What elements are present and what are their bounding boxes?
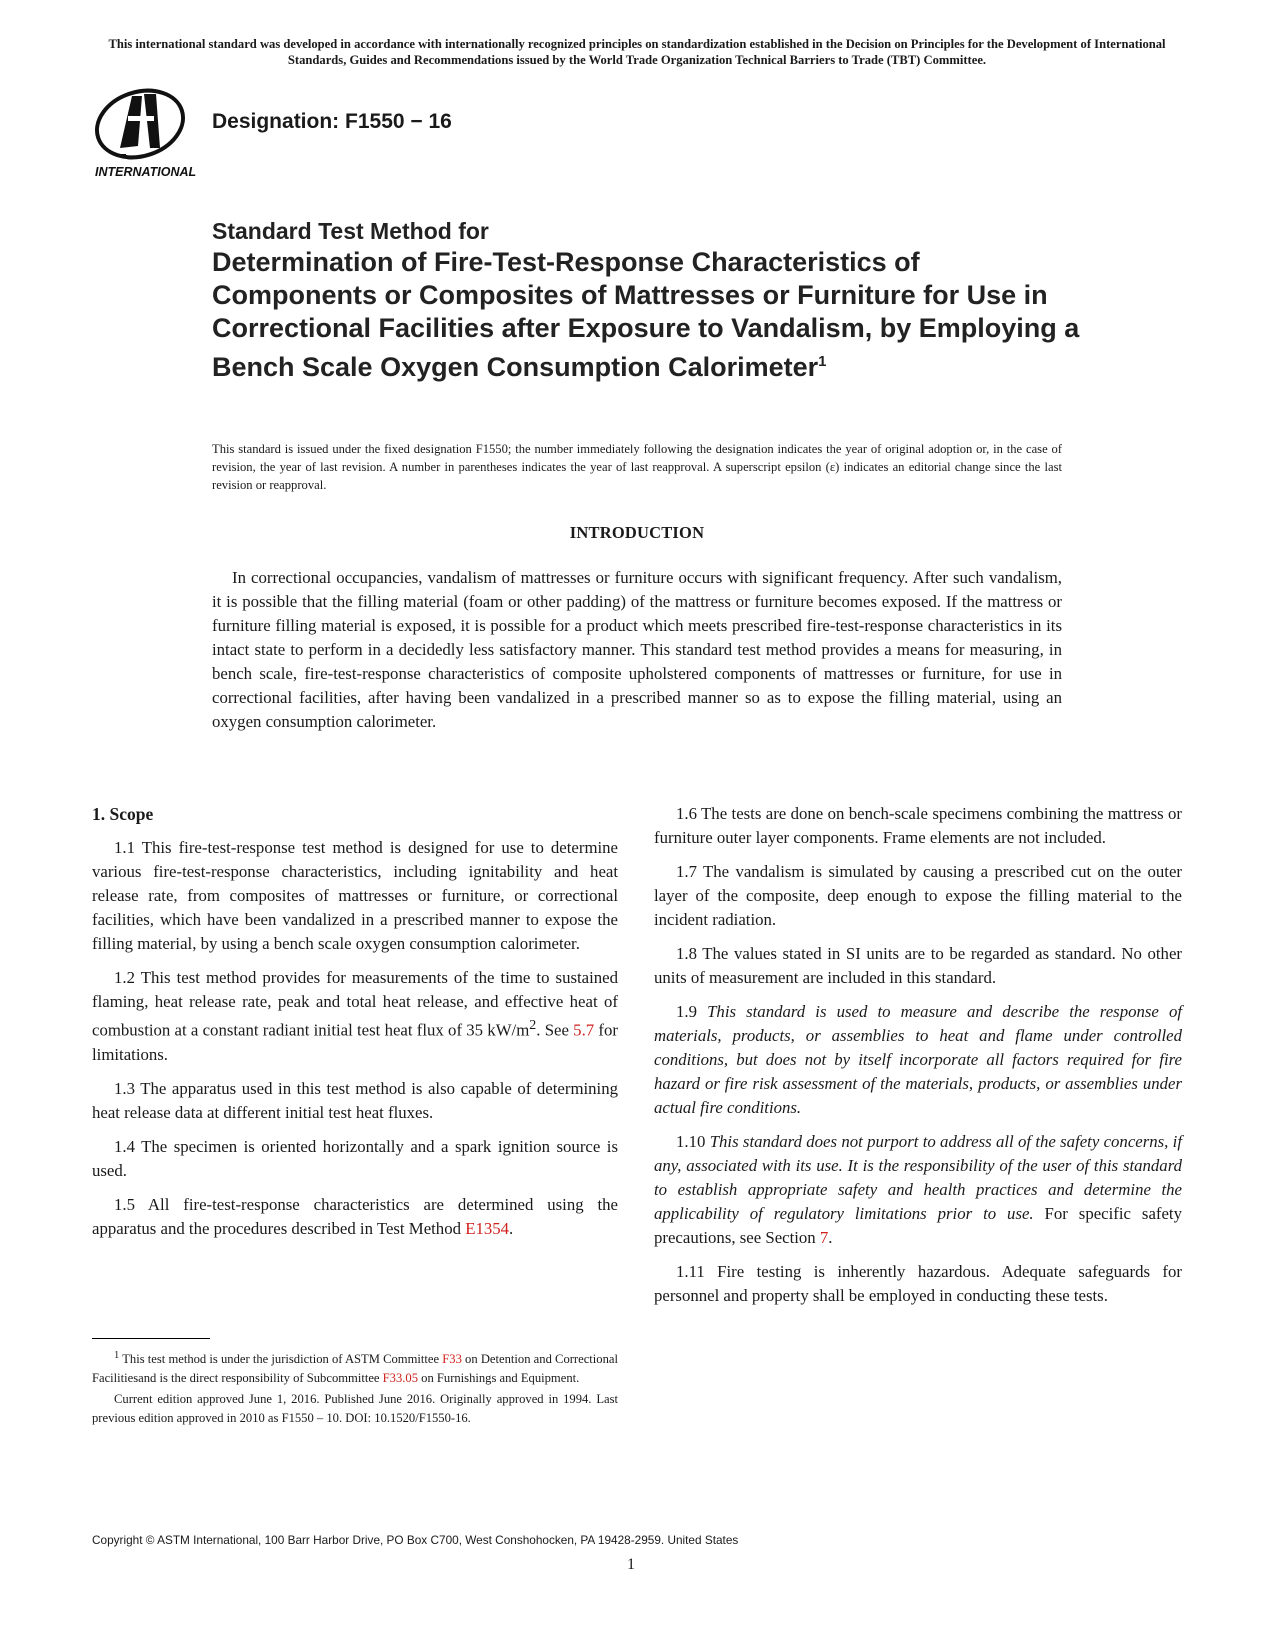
document-title [212,216,1092,384]
astm-logo [90,86,200,178]
introduction-text: In correctional occupancies, vandalism of mattresses or furniture occurs with significant frequency. After such vandalism, it is possible that the filling material (foam or other padding) of the mattress or furniture becomes exposed. If the mattress or furniture filling material is exposed, it is possible for a product which meets prescribed fire-test-response characteristics in its intact state to perform in a decidedly less satisfactory manner. This standard test method provides a means for measuring, in bench scale, fire-test-response characteristics of composite upholstered components of mattresses or furniture, for use in correctional facilities, after having been vandalized in a prescribed manner so as to expose the filling material, using an oxygen consumption calorimeter. [212,568,1062,731]
para-1-8: 1.8 The values stated in SI units are to be regarded as standard. No other units of measurement are included in this standard. [654,944,1182,987]
para-1-5: 1.5 All fire-test-response characteristics are determined using the apparatus and the procedures described in Test Method E1354. [92,1194,618,1238]
link-f33[interactable]: F33 [442,1352,462,1367]
para-1-11: 1.11 Fire testing is inherently hazardous. Adequate safeguards for personnel and property shall be employed in conducting these tests. [654,1262,1182,1305]
page-number: 1 [627,1556,635,1573]
para-1-10: 1.10 This standard does not purport to address all of the safety concerns, if any, associated with its use. It is the responsibility of the user of this standard to establish appropriate safety and health practices and determine the applicability of regulatory limitations prior to use. For specific safety precautions, see Section 7. [654,1132,1182,1247]
left-column [92,802,618,1251]
footnote-rule [92,1338,210,1339]
link-e1354[interactable]: E1354 [465,1218,510,1238]
wto-notice: This international standard was developed in accordance with internationally recognized principles on standardization established in the Decision on Principles for the Development of International Standards, Guides and Recommendations issued by the World Trade Organization Technical Barriers to Trade (TBT) Committee. [108,37,1166,67]
title-main: Determination of Fire-Test-Response Characteristics of Components or Composites of Mattresses or Furniture for Use in Correctional Facilities after Exposure to Vandalism, by Employing a Bench Scale Oxygen Consumption Calorimeter [212,247,1080,382]
para-1-6: 1.6 The tests are done on bench-scale specimens combining the mattress or furniture outer layer components. Frame elements are not included. [654,804,1182,847]
introduction-heading: INTRODUCTION [569,523,705,542]
para-1-3: 1.3 The apparatus used in this test method is also capable of determining heat release data at different initial test heat fluxes. [92,1078,618,1122]
logo-text: INTERNATIONAL [95,165,197,178]
link-f33-05[interactable]: F33.05 [382,1371,418,1386]
title-footnote-mark: 1 [818,353,827,370]
footnotes [92,1346,618,1430]
para-1-7: 1.7 The vandalism is simulated by causing a prescribed cut on the outer layer of the composite, deep enough to expose the filling material to the incident radiation. [654,862,1182,929]
issued-note: This standard is issued under the fixed designation F1550; the number immediately following the designation indicates the year of original adoption or, in the case of revision, the year of last revision. A number in parentheses indicates the year of last reapproval. A superscript epsilon (ε) indicates an editorial change since the last revision or reapproval. [212,442,1062,492]
para-1-9: 1.9 This standard is used to measure and describe the response of materials, products, or assemblies to heat and flame under controlled conditions, but does not by itself incorporate all factors required for fire hazard or fire risk assessment of the materials, products, or assemblies under actual fire conditions. [654,1002,1183,1117]
link-5-7[interactable]: 5.7 [573,1020,595,1040]
copyright: Copyright © ASTM International, 100 Barr Harbor Drive, PO Box C700, West Conshohocken, PA 19428-2959. United States [92,1533,739,1547]
footnote-edition: Current edition approved June 1, 2016. Published June 2016. Originally approved in 1994. Last previous edition approved in 2010 as F1550 – 10. DOI: 10.1520/F1550-16. [92,1392,618,1426]
right-column [654,802,1182,1318]
designation: Designation: F1550 − 16 [212,110,452,133]
para-1-2: 1.2 This test method provides for measurements of the time to sustained flaming, heat release rate, peak and total heat release, and effective heat of combustion at a constant radiant initial test heat flux of 35 $kW/m^2$. See 5.7 for limitations. [92,968,618,1064]
title-line1: Standard Test Method for [212,218,489,244]
link-section-7[interactable]: 7 [819,1228,829,1247]
para-1-1: 1.1 This fire-test-response test method is designed for use to determine various fire-test-response characteristics, including ignitability and heat release rate, from composites of mattresses or furniture, or correctional facilities, which have been vandalized in a prescribed manner to expose the filling material, by using a bench scale oxygen consumption calorimeter. [92,838,618,953]
para-1-4: 1.4 The specimen is oriented horizontally and a spark ignition source is used. [92,1136,618,1180]
scope-heading: 1. Scope [92,804,154,824]
footnote-1: $^1$ This test method is under the jurisdiction of ASTM Committee F33 on Detention and Correctional Facilitiesand is the direct responsibility of Subcommittee F33.05 on Furnishings and Equipment. [92,1350,618,1386]
